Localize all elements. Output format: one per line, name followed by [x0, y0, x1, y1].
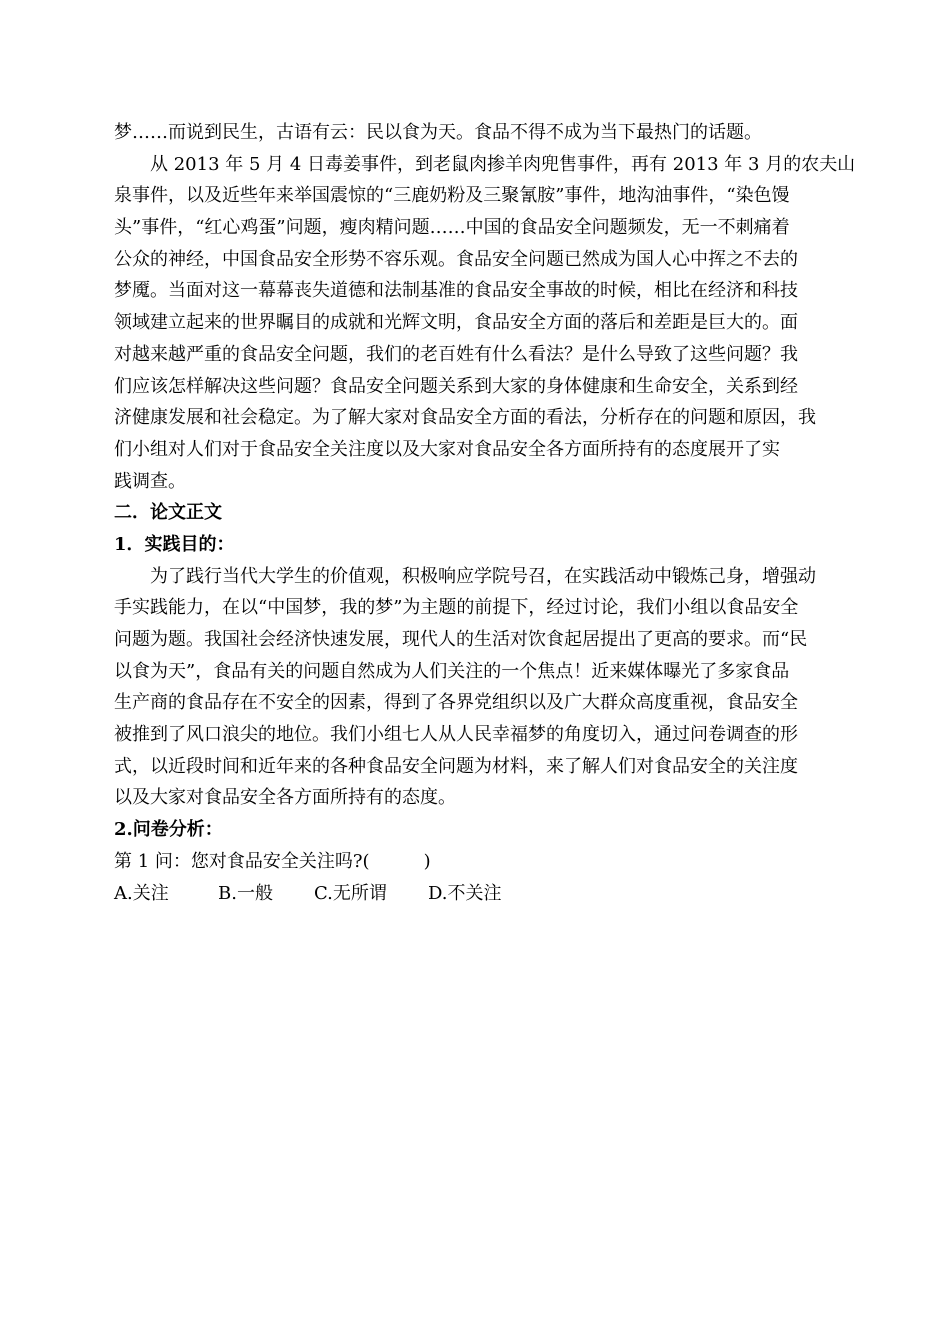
intro-para-line: 从 2013 年 5 月 4 日毒姜事件，到老鼠肉掺羊肉兜售事件，再有 2013 年 3 月的农夫山	[150, 153, 856, 175]
purpose-para-line: 被推到了风口浪尖的地位。我们小组七人从人民幸福梦的角度切入，通过问卷调查的形	[114, 724, 798, 746]
option-c: C.无所谓	[314, 882, 387, 904]
purpose-para-line: 以食为天”，食品有关的问题自然成为人们关注的一个焦点！近来媒体曝光了多家食品	[114, 660, 790, 682]
purpose-para-line: 手实践能力，在以“中国梦，我的梦”为主题的前提下，经过讨论，我们小组以食品安全	[114, 597, 799, 619]
subsection-heading-purpose: 1．实践目的：	[114, 533, 235, 555]
intro-para-line: 公众的神经，中国食品安全形势不容乐观。食品安全问题已然成为国人心中挥之不去的	[114, 248, 798, 270]
option-b: B.一般	[218, 882, 273, 904]
purpose-para-line: 问题为题。我国社会经济快速发展，现代人的生活对饮食起居提出了更高的要求。而“民	[114, 629, 808, 650]
purpose-para-line: 以及大家对食品安全各方面所持有的态度。	[114, 787, 456, 809]
intro-para-line: 头”事件，“红心鸡蛋”问题，瘦肉精问题……中国的食品安全问题频发，无一不刺痛着	[114, 217, 790, 239]
purpose-paragraph	[114, 561, 838, 815]
intro-para-line: 践调查。	[114, 470, 186, 492]
subsection-heading-questionnaire: 2.问卷分析：	[114, 819, 223, 841]
intro-para-line: 梦魇。当面对这一幕幕丧失道德和法制基准的食品安全事故的时候，相比在经济和科技	[114, 280, 798, 302]
question-1-options	[114, 878, 838, 910]
intro-para-line: 对越来越严重的食品安全问题，我们的老百姓有什么看法？是什么导致了这些问题？我	[114, 343, 798, 365]
intro-para-line: 济健康发展和社会稳定。为了解大家对食品安全方面的看法，分析存在的问题和原因，我	[114, 407, 816, 429]
option-d: D.不关注	[428, 882, 502, 904]
purpose-para-line: 为了践行当代大学生的价值观，积极响应学院号召，在实践活动中锻炼己身，增强动	[150, 565, 816, 587]
document-page	[114, 117, 856, 909]
section-heading-main-text: 二．论文正文	[114, 502, 222, 524]
intro-para-line: 们小组对人们对于食品安全关注度以及大家对食品安全各方面所持有的态度展开了实	[114, 438, 780, 460]
intro-para-line: 们应该怎样解决这些问题？食品安全问题关系到大家的身体健康和生命安全，关系到经	[114, 375, 798, 397]
purpose-para-line: 生产商的食品存在不安全的因素，得到了各界党组织以及广大群众高度重视，食品安全	[114, 692, 798, 714]
intro-line-0: 梦……而说到民生，古语有云：民以食为天。食品不得不成为当下最热门的话题。	[114, 122, 762, 143]
option-a: A.关注	[114, 882, 169, 904]
intro-paragraph	[114, 149, 856, 498]
intro-para-line: 泉事件，以及近些年来举国震惊的“三鹿奶粉及三聚氰胺”事件，地沟油事件，“染色馒	[114, 185, 790, 207]
question-1: 第 1 问：您对食品安全关注吗?( )	[114, 850, 431, 872]
purpose-para-line: 式，以近段时间和近年来的各种食品安全问题为材料，来了解人们对食品安全的关注度	[114, 755, 798, 777]
intro-para-line: 领域建立起来的世界瞩目的成就和光辉文明，食品安全方面的落后和差距是巨大的。面	[114, 312, 798, 334]
